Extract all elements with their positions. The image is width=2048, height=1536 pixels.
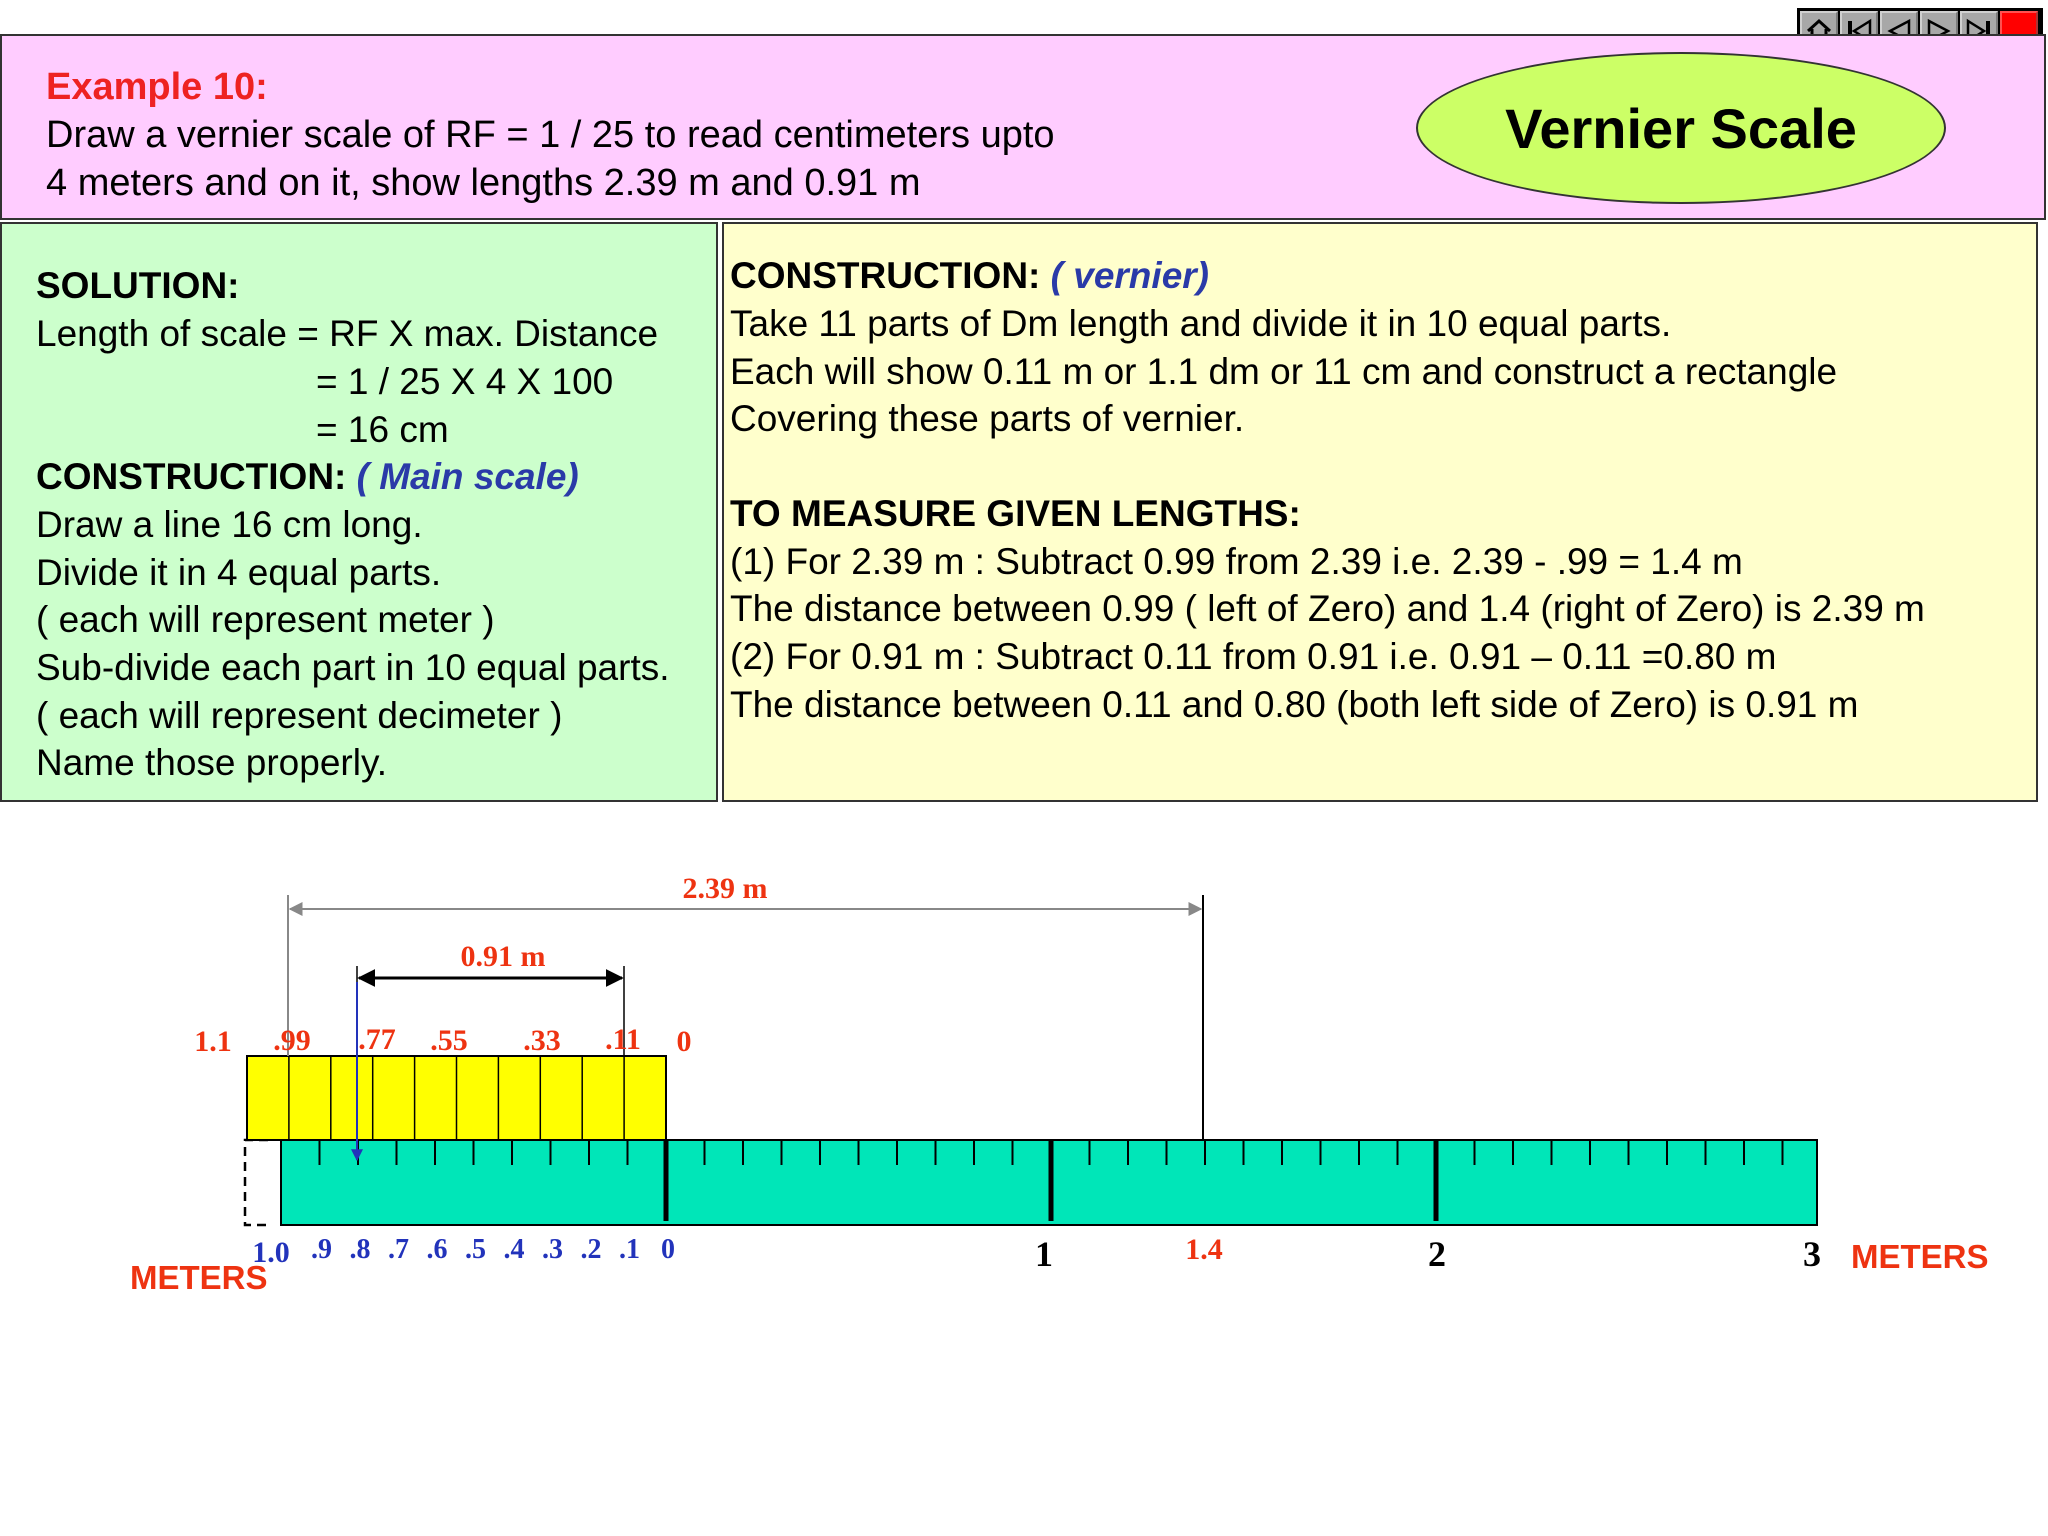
main-label-3: 3 — [1803, 1234, 1821, 1274]
dim-091-label: 0.91 m — [460, 940, 546, 973]
main-decimeter-label: .7 — [388, 1234, 409, 1265]
construction-step: ( each will represent meter ) — [36, 599, 495, 640]
measure-line: The distance between 0.11 and 0.80 (both left side of Zero) is 0.91 m — [730, 684, 1859, 725]
extra-division-dashed — [245, 1140, 268, 1225]
main-label-1: 1 — [1035, 1234, 1053, 1274]
main-construction-heading: CONSTRUCTION: — [36, 456, 347, 497]
main-decimeter-label: 1.0 — [252, 1236, 290, 1269]
vernier-label-11: .11 — [605, 1023, 641, 1056]
vernier-label-77: .77 — [358, 1023, 396, 1056]
vernier-tag: ( vernier) — [1050, 255, 1209, 296]
problem-line-1: Draw a vernier scale of RF = 1 / 25 to read centimeters upto — [46, 114, 1055, 156]
vernier-label-55: .55 — [430, 1024, 468, 1057]
vernier-label-0: 0 — [676, 1025, 692, 1058]
vernier-step: Each will show 0.11 m or 1.1 dm or 11 cm and construct a rectangle — [730, 351, 1838, 392]
main-decimeter-label: 0 — [661, 1234, 675, 1265]
measure-heading: TO MEASURE GIVEN LENGTHS: — [730, 493, 1301, 534]
dim-239-label: 2.39 m — [682, 872, 768, 905]
slide-title: Vernier Scale — [1416, 52, 1946, 204]
measure-line: (2) For 0.91 m : Subtract 0.11 from 0.91 i.e. 0.91 – 0.11 =0.80 m — [730, 636, 1777, 677]
vernier-label-33: .33 — [523, 1024, 561, 1057]
main-decimeter-label: .1 — [619, 1234, 640, 1265]
construction-step: Sub-divide each part in 10 equal parts. — [36, 647, 670, 688]
main-decimeter-label: .4 — [503, 1234, 525, 1265]
vernier-step: Take 11 parts of Dm length and divide it in 10 equal parts. — [730, 303, 1672, 344]
vernier-construction-heading: CONSTRUCTION: — [730, 255, 1041, 296]
vernier-step: Covering these parts of vernier. — [730, 398, 1245, 439]
main-decimeter-label: .5 — [465, 1234, 486, 1265]
construction-step: Draw a line 16 cm long. — [36, 504, 423, 545]
solution-line: = 16 cm — [316, 409, 449, 450]
construction-step: ( each will represent decimeter ) — [36, 695, 563, 736]
solution-heading: SOLUTION: — [36, 265, 240, 306]
vernier-label-1-1: 1.1 — [194, 1025, 232, 1058]
main-label-2: 2 — [1428, 1234, 1446, 1274]
solution-line: = 1 / 25 X 4 X 100 — [316, 361, 614, 402]
meters-label-right: METERS — [1851, 1238, 1989, 1275]
meters-label-left: METERS — [130, 1259, 268, 1296]
main-scale-tag: ( Main scale) — [356, 456, 579, 497]
main-label-1-4: 1.4 — [1185, 1233, 1223, 1266]
solution-line: Length of scale = RF X max. Distance — [36, 313, 659, 354]
main-decimeter-label: .6 — [426, 1234, 448, 1265]
construction-step: Name those properly. — [36, 742, 387, 783]
example-label: Example 10: — [46, 66, 268, 108]
construction-step: Divide it in 4 equal parts. — [36, 552, 442, 593]
main-scale-decimeter-labels — [252, 1234, 675, 1269]
main-decimeter-label: .8 — [349, 1234, 371, 1265]
main-decimeter-label: .3 — [542, 1234, 563, 1265]
main-decimeter-label: .2 — [580, 1234, 602, 1265]
problem-line-2: 4 meters and on it, show lengths 2.39 m and 0.91 m — [46, 162, 921, 204]
measure-line: The distance between 0.99 ( left of Zero) and 1.4 (right of Zero) is 2.39 m — [730, 588, 1925, 629]
measure-line: (1) For 2.39 m : Subtract 0.99 from 2.39 i.e. 2.39 - .99 = 1.4 m — [730, 541, 1743, 582]
vernier-label-99: .99 — [273, 1024, 311, 1057]
main-decimeter-label: .9 — [311, 1234, 332, 1265]
